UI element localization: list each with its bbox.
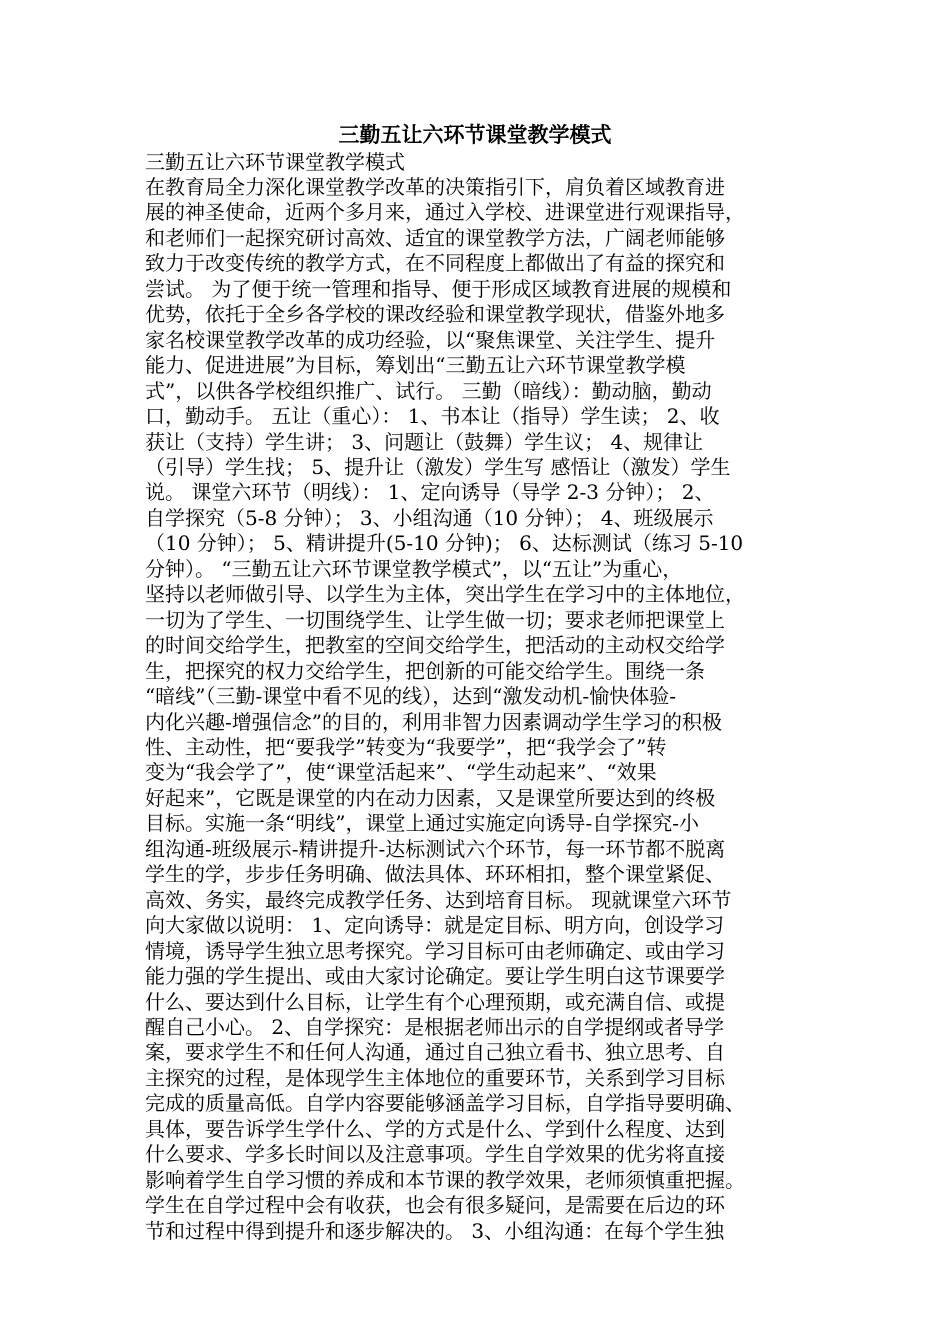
- body-line: 什么、要达到什么目标，让学生有个心理预期，或充满自信、或提: [145, 989, 725, 1014]
- body-line: “暗线”（三勤-课堂中看不见的线），达到“激发动机-愉快体验-: [145, 684, 676, 709]
- body-line: 生，把探究的权力交给学生，把创新的可能交给学生。围绕一条: [145, 658, 705, 683]
- document-body: [145, 175, 807, 1244]
- body-line: 坚持以老师做引导、以学生为主体，突出学生在学习中的主体地位，: [145, 582, 745, 607]
- body-line: 获让（支持）学生讲； 3、问题让（鼓舞）学生议； 4、规律让: [145, 429, 704, 454]
- body-line: 家名校课堂教学改革的成功经验，以“聚焦课堂、关注学生、提升: [145, 327, 716, 352]
- body-line: 致力于改变传统的教学方式，在不同程度上都做出了有益的探究和: [145, 251, 725, 276]
- body-line: 变为“我会学了”，使“课堂活起来”、“学生动起来”、“效果: [145, 760, 657, 785]
- body-line: 好起来”，它既是课堂的内在动力因素，又是课堂所要达到的终极: [145, 785, 716, 810]
- body-line: 具体，要告诉学生学什么、学的方式是什么、学到什么程度、达到: [145, 1116, 725, 1141]
- body-line: 和老师们一起探究研讨高效、适宜的课堂教学方法，广阔老师能够: [145, 225, 725, 250]
- body-line: 组沟通-班级展示-精讲提升-达标测试六个环节，每一环节都不脱离: [145, 836, 726, 861]
- document-subtitle: 三勤五让六环节课堂教学模式: [145, 150, 405, 174]
- body-line: 在教育局全力深化课堂教学改革的决策指引下，肩负着区域教育进: [145, 175, 725, 199]
- body-line: 展的神圣使命，近两个多月来，通过入学校、进课堂进行观课指导，: [145, 200, 745, 225]
- body-line: 醒自己小心。 2、自学探究：是根据老师出示的自学提纲或者导学: [145, 1014, 725, 1039]
- body-line: 口，勤动手。 五让（重心）： 1、书本让（指导）学生读； 2、收: [145, 404, 720, 429]
- body-line: 尝试。 为了便于统一管理和指导、便于形成区域教育进展的规模和: [145, 276, 732, 301]
- body-line: 式”，以供各学校组织推广、试行。 三勤（暗线）：勤动脑，勤动: [145, 378, 712, 403]
- body-line: 向大家做以说明： 1、定向诱导：就是定目标、明方向，创设学习: [145, 913, 725, 938]
- body-line: 分钟）。 “三勤五让六环节课堂教学模式”，以“五让”为重心，: [145, 556, 683, 581]
- body-line: 主探究的过程，是体现学生主体地位的重要环节，关系到学习目标: [145, 1065, 725, 1090]
- body-line: 内化兴趣-增强信念”的目的，利用非智力因素调动学生学习的积极: [145, 709, 722, 734]
- document-title: 三勤五让六环节课堂教学模式: [338, 122, 612, 147]
- body-line: 节和过程中得到提升和逐步解决的。 3、小组沟通：在每个学生独: [145, 1218, 725, 1243]
- body-line: 能力强的学生提出、或由大家讨论确定。要让学生明白这节课要学: [145, 964, 725, 989]
- body-line: 性、主动性，把“要我学”转变为“我要学”，把“我学会了”转: [145, 734, 667, 759]
- body-line: 什么要求、学多长时间以及注意事项。学生自学效果的优劣将直接: [145, 1142, 725, 1167]
- body-line: 案，要求学生不和任何人沟通，通过自己独立看书、独立思考、自: [145, 1040, 725, 1065]
- body-line: （10 分钟）； 5、精讲提升(5-10 分钟)； 6、达标测试（练习 5-10: [145, 531, 744, 556]
- body-line: 完成的质量高低。自学内容要能够涵盖学习目标，自学指导要明确、: [145, 1091, 745, 1116]
- body-line: 的时间交给学生，把教室的空间交给学生，把活动的主动权交给学: [145, 633, 725, 658]
- body-line: 说。 课堂六环节（明线）： 1、定向诱导（导学 2-3 分钟）； 2、: [145, 480, 715, 505]
- body-line: （引导）学生找； 5、提升让（激发）学生写 感悟让（激发）学生: [145, 454, 731, 479]
- body-line: 情境，诱导学生独立思考探究。学习目标可由老师确定、或由学习: [145, 938, 725, 963]
- body-line: 目标。实施一条“明线”，课堂上通过实施定向诱导-自学探究-小: [145, 811, 699, 836]
- body-line: 学生的学，步步任务明确、做法具体、环环相扣，整个课堂紧促、: [145, 862, 725, 887]
- body-line: 自学探究（5-8 分钟）； 3、小组沟通（10 分钟）； 4、班级展示: [145, 505, 714, 530]
- body-line: 能力、促进进展”为目标，筹划出“三勤五让六环节课堂教学模: [145, 353, 686, 378]
- body-line: 影响着学生自学习惯的养成和本节课的教学效果，老师须慎重把握。: [145, 1167, 745, 1192]
- body-line: 高效、务实，最终完成教学任务、达到培育目标。 现就课堂六环节: [145, 887, 732, 912]
- body-line: 一切为了学生、一切围绕学生、让学生做一切；要求老师把课堂上: [145, 607, 725, 632]
- body-line: 优势，依托于全乡各学校的课改经验和课堂教学现状，借鉴外地多: [145, 302, 725, 327]
- body-line: 学生在自学过程中会有收获，也会有很多疑问，是需要在后边的环: [145, 1193, 725, 1218]
